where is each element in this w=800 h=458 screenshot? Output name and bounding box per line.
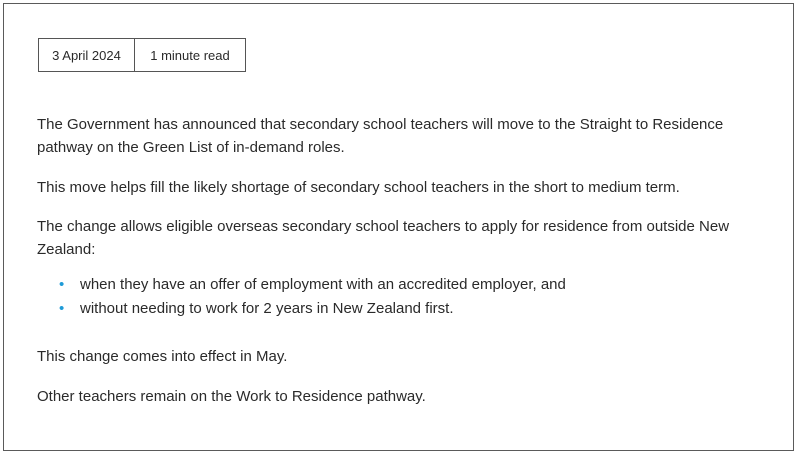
- article-meta: [38, 38, 246, 72]
- bullet-icon: •: [59, 276, 65, 293]
- eligibility-list: [37, 273, 772, 321]
- list-item-text: without needing to work for 2 years in New Zealand first.: [80, 300, 454, 317]
- paragraph-eligibility: The change allows eligible overseas secondary school teachers to apply for residence from outside New Zealand:: [37, 218, 730, 258]
- paragraph-other-teachers: Other teachers remain on the Work to Residence pathway.: [37, 388, 426, 405]
- paragraph-shortage: This move helps fill the likely shortage of secondary school teachers in the short to medium term.: [37, 179, 680, 196]
- list-item-text: when they have an offer of employment with an accredited employer, and: [80, 276, 566, 293]
- bullet-icon: •: [59, 300, 65, 317]
- list-item: [37, 273, 772, 297]
- publish-date: 3 April 2024: [52, 47, 121, 63]
- paragraph-announcement: The Government has announced that secondary school teachers will move to the Straight to Residence pathway on the Green List of in-demand roles.: [37, 116, 724, 156]
- article-container: [3, 3, 794, 451]
- read-time: 1 minute read: [134, 39, 245, 71]
- article-body: [37, 113, 772, 408]
- paragraph-effective-date: This change comes into effect in May.: [37, 348, 288, 365]
- list-item: [37, 297, 772, 321]
